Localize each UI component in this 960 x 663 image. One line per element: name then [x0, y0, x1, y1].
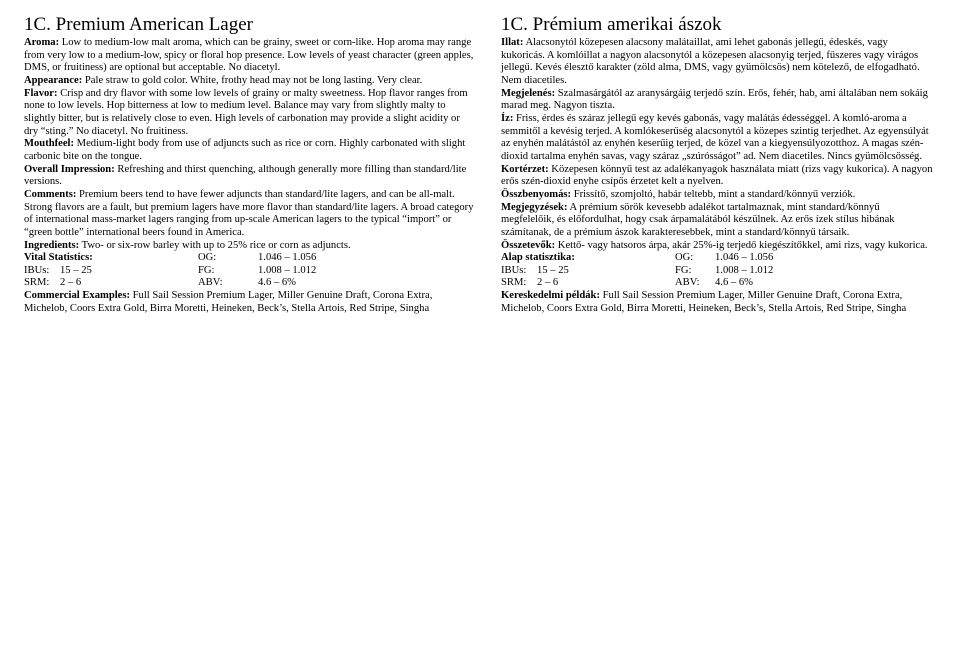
appearance-section: Appearance: Pale straw to gold color. White, frothy head may not be long lasting. Very clear.: [24, 74, 423, 86]
alap-stats-row-2: IBUs: 15 – 25 FG: 1.008 – 1.012: [501, 264, 774, 276]
illat-section: Illat: Alacsonytól közepesen alacsony malátaillat, ami lehet gabonás jellegű, édeskés, vagy kukoricás. A komlóillat a nagyon alacsonytól a közepesen alacsonyig terjed, fűszeres vagy virágos jellegű. Kevés élesztő karakter (zöld alma, DMS, vagy gyümölcsös) nem kötelező, de elfogadható. Nem diacetiles.: [501, 37, 920, 86]
korterzet-section: Kortérzet: Közepesen könnyű test az adalékanyagok használata miatt (rizs vagy kukorica). A nagyon erős szén-dioxid enyhe csípős érzetet kelt a nyelven.: [501, 163, 933, 188]
alap-stats-row-1: Alap statisztika: OG: 1.046 – 1.056: [501, 252, 774, 264]
osszetevok-section: Összetevők: Kettő- vagy hatsoros árpa, akár 25%-ig terjedő kiegészítőkkel, ami rizs, vagy kukorica.: [501, 239, 928, 251]
mouthfeel-section: Mouthfeel: Medium-light body from use of adjuncts such as rice or corn. Highly carbonated with slight carbonic bite on the tongue.: [24, 138, 466, 162]
kereskedelmi-peldak-section: Kereskedelmi példák: Full Sail Session Premium Lager, Miller Genuine Draft, Corona Extra, Michelob, Coors Extra Gold, Birra Moretti, Heineken, Beck’s, Stella Artois, Red Stripe, Singha: [501, 290, 907, 314]
megjegyzesek-section: Megjegyzések: A prémium sörök kevesebb adalékot tartalmaznak, mint standard/könnyű megfelelőik, és előfordulhat, hogy csak árpamalátából készülnek. Az erős ízek stílus hibának számítanak, de a prémium ászok karakteresebbek, mint a standard/könnyű társaik.: [501, 201, 895, 238]
style-title: 1C. Premium American Lager: [24, 14, 253, 35]
ingredients-section: Ingredients: Two- or six-row barley with up to 25% rice or corn as adjuncts.: [24, 239, 351, 251]
megjelenes-section: Megjelenés: Szalmasárgától az aranysárgáig terjedő szín. Erős, fehér, hab, ami általában nem sokáig marad meg. Nagyon tiszta.: [501, 87, 928, 112]
vital-stats-row-1: Vital Statistics: OG: 1.046 – 1.056: [24, 252, 317, 264]
aroma-section: Aroma: Low to medium-low malt aroma, which can be grainy, sweet or corn-like. Hop aroma may range from very low to a medium-low, spicy or floral hop presence. Low levels of yeast character (green apples, DMS, or fruitiness) are optional but acceptable. No diacetyl.: [24, 37, 474, 74]
vital-stats-row-3: SRM: 2 – 6 ABV: 4.6 – 6%: [24, 277, 296, 289]
osszbenyomas-section: Összbenyomás: Frissítő, szomjoltó, habár teltebb, mint a standard/könnyű verziók.: [501, 188, 856, 200]
overall-impression-section: Overall Impression: Refreshing and thirst quenching, although generally more filling than standard/lite versions.: [24, 163, 467, 188]
alap-stats-row-3: SRM: 2 – 6 ABV: 4.6 – 6%: [501, 277, 753, 289]
comments-section: Comments: Premium beers tend to have fewer adjuncts than standard/lite lagers, and can be all-malt. Strong flavors are a fault, but premium lagers have more flavor than standard/lite lagers. A broad category of international mass-market lagers ranging from up-scale American lagers to the typical “import” or “green bottle” international beers found in America.: [24, 188, 474, 238]
style-title-hu: 1C. Prémium amerikai ászok: [501, 14, 722, 35]
vital-stats-row-2: IBUs: 15 – 25 FG: 1.008 – 1.012: [24, 264, 317, 276]
hungarian-column: [501, 14, 933, 315]
english-column: [24, 14, 476, 315]
flavor-section: Flavor: Crisp and dry flavor with some low levels of grainy or malty sweetness. Hop flavor ranges from none to low levels. Hop bitterness at low to medium level. Balance may vary from slightly malty to slightly bitter, but is relatively close to even. High levels of carbonation may provide a slight acidity or dry “sting.” No diacetyl. No fruitiness.: [24, 87, 468, 137]
commercial-examples-section: Commercial Examples: Full Sail Session Premium Lager, Miller Genuine Draft, Corona Extra, Michelob, Coors Extra Gold, Birra Moretti, Heineken, Beck’s, Stella Artois, Red Stripe, Singha: [24, 290, 433, 314]
iz-section: Íz: Friss, érdes és száraz jellegű egy kevés gabonás, vagy malátás édességgel. A komló-aroma a semmitől a kevésig terjed. A komlókeserűség alacsonytól a közepes szintig terjedhet. Az egyensúlyát az enyhén malátástól az enyhén keserűig terjed, de közel van a kiegyensúlyozotthoz. A magas szén-dioxid tartalma enyhén savas, vagy száraz „szúrósságot” ad. Nem diacetiles. Nincs gyümölcsösség.: [501, 112, 929, 162]
